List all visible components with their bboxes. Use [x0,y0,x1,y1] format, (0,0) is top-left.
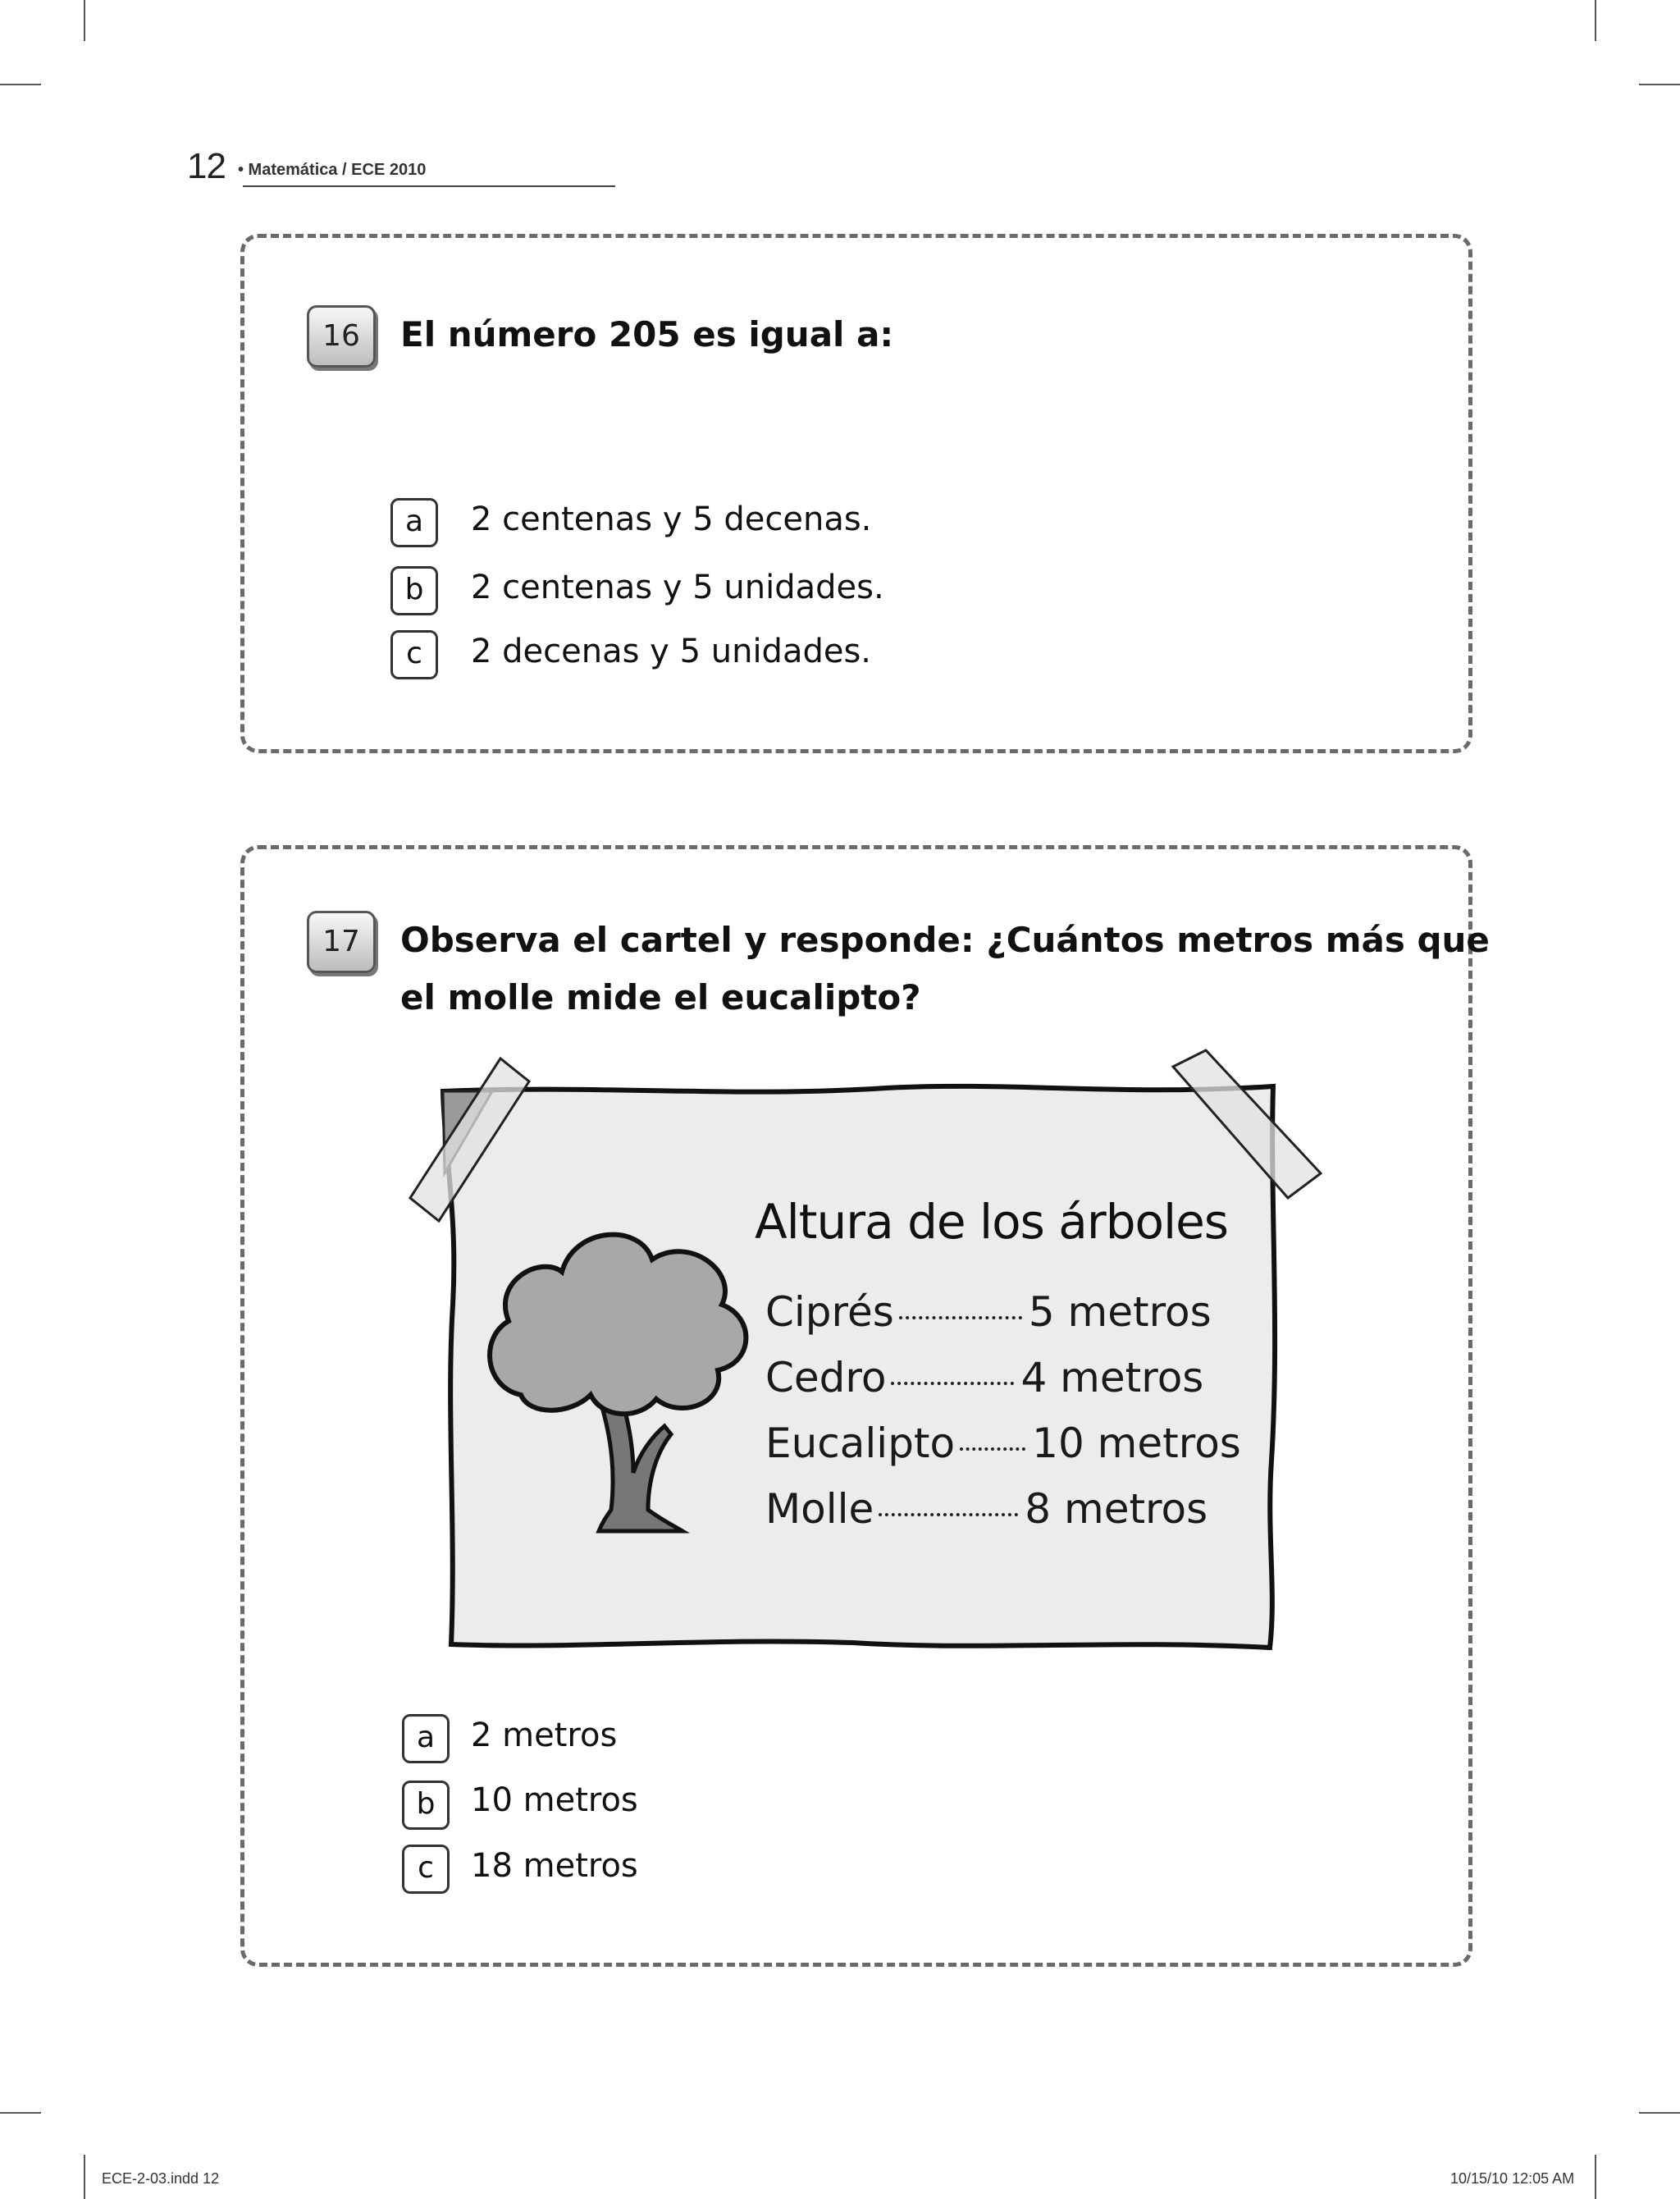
page-subtitle: • Matemática / ECE 2010 [238,161,427,179]
q17-option-c-letter[interactable]: c [402,1845,450,1894]
q17-option-b-text[interactable]: 10 metros [471,1781,638,1819]
q16-option-a-letter[interactable]: a [390,498,438,547]
q16-option-b-letter[interactable]: b [390,566,438,615]
question-16-prompt: El número 205 es igual a: [400,314,894,354]
crop-mark [1639,84,1680,85]
sign-title: Altura de los árboles [755,1194,1229,1250]
sign-row-height: 4 metros [1020,1354,1204,1401]
q17-option-c-text[interactable]: 18 metros [471,1847,638,1885]
sign-row [765,1420,1241,1467]
q17-option-a-letter[interactable]: a [402,1714,450,1763]
question-17-prompt-line-1: Observa el cartel y responde: ¿Cuántos metros más que [400,920,1490,960]
q16-option-b-text[interactable]: 2 centenas y 5 unidades. [471,569,884,606]
sign-row-tree: Cedro [765,1354,887,1401]
crop-mark [0,84,41,85]
sign-row-height: 8 metros [1025,1485,1208,1533]
sign-row-tree: Ciprés [765,1288,894,1336]
sign-row-tree: Molle [765,1485,874,1533]
page-header [187,146,427,187]
sign-row-height: 5 metros [1028,1288,1212,1336]
footer-file: ECE-2-03.indd 12 [102,2170,220,2187]
sign-row [765,1288,1212,1336]
header-rule [243,185,615,187]
q17-option-b-letter[interactable]: b [402,1781,450,1830]
sign-row [765,1485,1208,1533]
q16-option-a-text[interactable]: 2 centenas y 5 decenas. [471,501,872,538]
crop-mark [1595,2155,1596,2199]
question-16-number: 16 [307,305,376,368]
footer-timestamp: 10/15/10 12:05 AM [1450,2170,1575,2187]
question-17-number: 17 [307,911,376,973]
q16-option-c-text[interactable]: 2 decenas y 5 unidades. [471,633,872,670]
crop-mark [84,0,85,41]
q17-option-a-text[interactable]: 2 metros [471,1717,618,1754]
q16-option-c-letter[interactable]: c [390,630,438,679]
crop-mark [0,2112,41,2114]
question-17-prompt-line-2: el molle mide el eucalipto? [400,977,921,1017]
sign-row-height: 10 metros [1032,1420,1241,1467]
sign-row-tree: Eucalipto [765,1420,956,1467]
crop-mark [1595,0,1596,41]
sign-row [765,1354,1203,1401]
crop-mark [84,2155,85,2199]
crop-mark [1639,2112,1680,2114]
page-number: 12 [187,146,226,186]
